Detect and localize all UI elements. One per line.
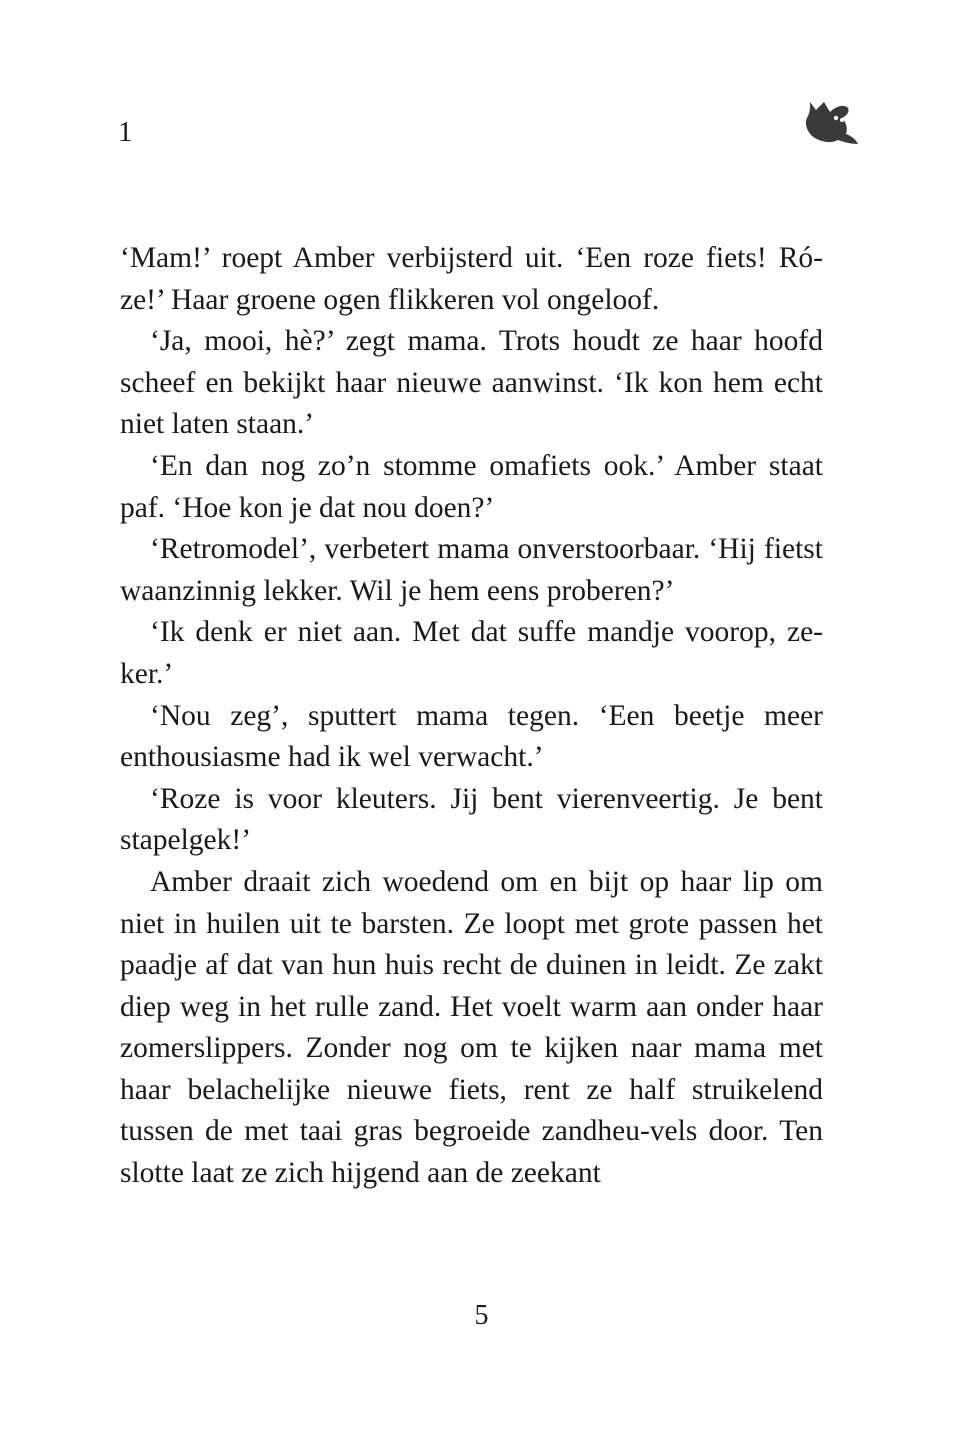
page-number: 5 [474, 1300, 489, 1331]
chapter-number: 1 [118, 116, 133, 148]
paragraph: ‘Ja, mooi, hè?’ zegt mama. Trots houdt ze haar hoofd scheef en bekijkt haar nieuwe aanwinst. ‘Ik kon hem echt niet laten staan.’ [120, 325, 823, 441]
ghost-icon [800, 96, 862, 156]
paragraph: Amber draait zich woedend om en bijt op haar lip om niet in huilen uit te barsten. Ze loopt met grote passen het paadje af dat van hun huis recht de duinen in leidt. Ze zakt diep weg in het rulle zand. Het voelt warm aan onder haar zomerslippers. Zonder nog om te kijken naar mama met haar belachelijke nieuwe fiets, rent ze half struikelend tussen de met taai gras begroeide zandheu-vels door. Ten slotte laat ze zich hijgend aan de zeekant [120, 865, 823, 1190]
paragraph: ‘Roze is voor kleuters. Jij bent vierenveertig. Je bent stapelgek!’ [120, 782, 823, 857]
paragraph: ‘Retromodel’, verbetert mama onverstoorbaar. ‘Hij fietst waanzinnig lekker. Wil je hem eens proberen?’ [120, 533, 823, 607]
paragraph: ‘Mam!’ roept Amber verbijsterd uit. ‘Een roze fiets! Ró-ze!’ Haar groene ogen flikkeren vol ongeloof. [120, 242, 823, 316]
paragraph: ‘Nou zeg’, sputtert mama tegen. ‘Een beetje meer enthousiasme had ik wel verwacht.’ [120, 699, 823, 774]
body-text [120, 238, 823, 1195]
paragraph: ‘Ik denk er niet aan. Met dat suffe mandje voorop, ze-ker.’ [120, 616, 823, 690]
paragraph: ‘En dan nog zo’n stomme omafiets ook.’ Amber staat paf. ‘Hoe kon je dat nou doen?’ [120, 449, 823, 524]
